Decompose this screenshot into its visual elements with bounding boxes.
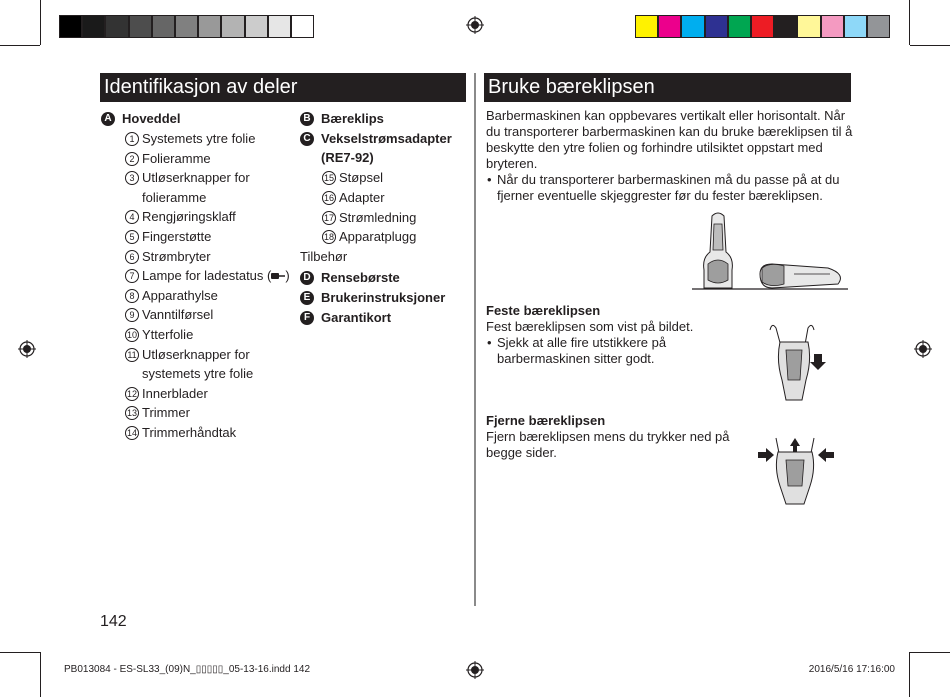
gray-swatch bbox=[105, 15, 128, 38]
part-list-item bbox=[322, 208, 416, 228]
part-name: Rengjøringsklaff bbox=[142, 209, 236, 225]
color-swatch bbox=[635, 15, 658, 38]
color-swatch bbox=[658, 15, 681, 38]
footer-file-info: PB013084 - ES-SL33_(09)N_▯▯▯▯▯_05-13-16.indd 142 bbox=[64, 664, 311, 675]
section-heading-identification: Identifikasjon av deler bbox=[100, 73, 466, 102]
gray-swatch bbox=[268, 15, 291, 38]
part-label-ac-adaptor-model: (RE7-92) bbox=[321, 150, 374, 165]
part-list-item bbox=[125, 168, 250, 188]
part-name: Lampe for ladestatus ( bbox=[142, 268, 272, 284]
registration-mark-icon bbox=[914, 340, 932, 358]
part-badge-d: D bbox=[300, 271, 314, 285]
remove-clip-illustration bbox=[756, 432, 836, 508]
part-number-icon: 15 bbox=[323, 173, 334, 183]
crop-mark bbox=[0, 45, 40, 46]
part-number-icon: 2 bbox=[125, 152, 139, 166]
part-name: Ytterfolie bbox=[142, 327, 194, 342]
part-name: Trimmerhåndtak bbox=[142, 425, 237, 440]
part-badge-b: B bbox=[300, 112, 314, 126]
bullet-dot: • bbox=[487, 172, 492, 187]
part-label-main-unit: Hoveddel bbox=[122, 111, 181, 126]
part-badge-c: C bbox=[300, 132, 314, 146]
footer-timestamp: 2016/5/16 17:16:00 bbox=[808, 664, 895, 675]
gray-swatch bbox=[221, 15, 244, 38]
color-swatch bbox=[821, 15, 844, 38]
attach-bullet: Sjekk at alle fire utstikkere på barbermaskinen sitter godt. bbox=[497, 335, 667, 366]
part-list-item bbox=[125, 384, 208, 404]
part-name: Apparathylse bbox=[142, 287, 218, 303]
part-badge-f: F bbox=[300, 311, 314, 325]
registration-mark-icon bbox=[18, 340, 36, 358]
part-number-icon: 11 bbox=[125, 348, 139, 362]
part-number-icon: 10 bbox=[126, 330, 137, 340]
part-list-item bbox=[125, 423, 236, 443]
part-number-icon: 13 bbox=[126, 408, 137, 419]
gray-swatch bbox=[129, 15, 152, 38]
part-number-icon: 9 bbox=[125, 308, 139, 322]
part-list-item bbox=[125, 129, 255, 149]
part-list-item bbox=[125, 207, 236, 227]
color-swatch bbox=[774, 15, 797, 38]
color-swatch bbox=[867, 15, 890, 38]
plug-icon bbox=[271, 268, 285, 283]
part-list-item bbox=[322, 188, 385, 208]
part-badge-e: E bbox=[300, 291, 314, 305]
part-name: Innerblader bbox=[142, 385, 208, 401]
registration-mark-icon bbox=[466, 16, 484, 34]
attach-title: Feste bæreklipsen bbox=[486, 303, 601, 318]
column-divider bbox=[474, 73, 476, 606]
intro-bullet: Når du transporterer barbermaskinen må du passe på at du fjerner eventuelle skjeggrester før du fester bæreklipsen. bbox=[497, 172, 840, 203]
bullet-dot: • bbox=[487, 335, 492, 350]
part-label-carrying-clip: Bæreklips bbox=[321, 111, 384, 126]
section-heading-carrying-clip: Bruke bæreklipsen bbox=[484, 73, 851, 102]
gray-swatch bbox=[245, 15, 268, 38]
part-label-ac-adaptor: Vekselstrømsadapter bbox=[321, 131, 452, 146]
part-name-continued: systemets ytre folie bbox=[142, 366, 254, 382]
part-number-icon: 18 bbox=[323, 232, 334, 243]
part-label-cleaning-brush: Rensebørste bbox=[321, 270, 400, 285]
part-name: Apparatplugg bbox=[339, 229, 417, 245]
remove-title: Fjerne bæreklipsen bbox=[486, 413, 606, 428]
remove-text: Fjern bæreklipsen mens du trykker ned på begge sider. bbox=[486, 429, 730, 460]
part-number-icon: 14 bbox=[126, 428, 137, 438]
part-name: Utløserknapper for bbox=[142, 346, 250, 362]
part-name: Adapter bbox=[339, 189, 385, 205]
crop-mark bbox=[909, 0, 910, 45]
intro-paragraph: Barbermaskinen kan oppbevares vertikalt eller horisontalt. Når du transporterer barbermaskinen kan du bruke bæreklipsen til å beskytte den ytre folien og forhindre utilsiktet oppstart med bryteren. bbox=[486, 108, 853, 171]
attach-text: Fest bæreklipsen som vist på bildet. bbox=[486, 319, 694, 334]
crop-mark bbox=[909, 652, 910, 697]
part-number-icon: 17 bbox=[323, 212, 334, 223]
part-number-icon: 12 bbox=[126, 388, 137, 399]
part-list-item bbox=[125, 286, 218, 306]
crop-mark bbox=[910, 45, 950, 46]
color-swatch bbox=[705, 15, 728, 38]
part-number-icon: 4 bbox=[125, 210, 139, 224]
part-name: Strømledning bbox=[339, 209, 417, 225]
gray-swatch bbox=[291, 15, 314, 38]
part-number-icon: 7 bbox=[125, 269, 139, 283]
part-name: Folieramme bbox=[142, 150, 211, 166]
part-number-icon: 8 bbox=[125, 289, 139, 303]
part-list-item bbox=[125, 227, 211, 247]
registration-mark-icon bbox=[466, 661, 484, 679]
part-list-item bbox=[125, 305, 213, 325]
part-name: Støpsel bbox=[339, 170, 384, 185]
color-swatch bbox=[751, 15, 774, 38]
gray-swatch bbox=[152, 15, 175, 38]
gray-swatch bbox=[59, 15, 82, 38]
crop-mark bbox=[0, 652, 40, 653]
part-list-item bbox=[322, 227, 416, 247]
accessories-label: Tilbehør bbox=[300, 249, 348, 264]
color-swatch bbox=[797, 15, 820, 38]
shaver-storage-illustration bbox=[690, 208, 850, 292]
part-name-continued: folieramme bbox=[142, 189, 207, 205]
part-number-icon: 6 bbox=[125, 250, 139, 264]
part-name-suffix: ) bbox=[285, 268, 290, 284]
color-swatch bbox=[681, 15, 704, 38]
part-name: Systemets ytre folie bbox=[142, 131, 256, 146]
page-number: 142 bbox=[100, 613, 127, 630]
part-list-item bbox=[125, 149, 211, 169]
gray-swatch bbox=[175, 15, 198, 38]
part-name: Trimmer bbox=[142, 405, 190, 421]
part-name: Vanntilførsel bbox=[142, 307, 214, 323]
crop-mark bbox=[40, 652, 41, 697]
part-number-icon: 3 bbox=[125, 171, 139, 185]
gray-swatch bbox=[82, 15, 105, 38]
part-number-icon: 16 bbox=[323, 192, 334, 203]
part-name: Utløserknapper for bbox=[142, 170, 250, 186]
part-list-item bbox=[125, 247, 211, 267]
crop-mark bbox=[40, 0, 41, 45]
part-list-item bbox=[125, 403, 190, 423]
part-number-icon: 5 bbox=[125, 230, 139, 244]
part-number-icon: 1 bbox=[125, 132, 139, 146]
color-swatch bbox=[844, 15, 867, 38]
part-list-item bbox=[125, 325, 193, 345]
part-list-item bbox=[125, 345, 250, 365]
part-name: Strømbryter bbox=[142, 248, 211, 264]
part-label-warranty-card: Garantikort bbox=[321, 310, 392, 325]
part-list-item bbox=[322, 168, 383, 188]
part-badge-a: A bbox=[101, 112, 115, 126]
attach-clip-illustration bbox=[762, 320, 832, 404]
part-name: Fingerstøtte bbox=[142, 229, 212, 244]
gray-swatch bbox=[198, 15, 221, 38]
color-swatch bbox=[728, 15, 751, 38]
part-label-instructions: Brukerinstruksjoner bbox=[321, 290, 446, 305]
part-list-item bbox=[125, 266, 290, 286]
crop-mark bbox=[910, 652, 950, 653]
